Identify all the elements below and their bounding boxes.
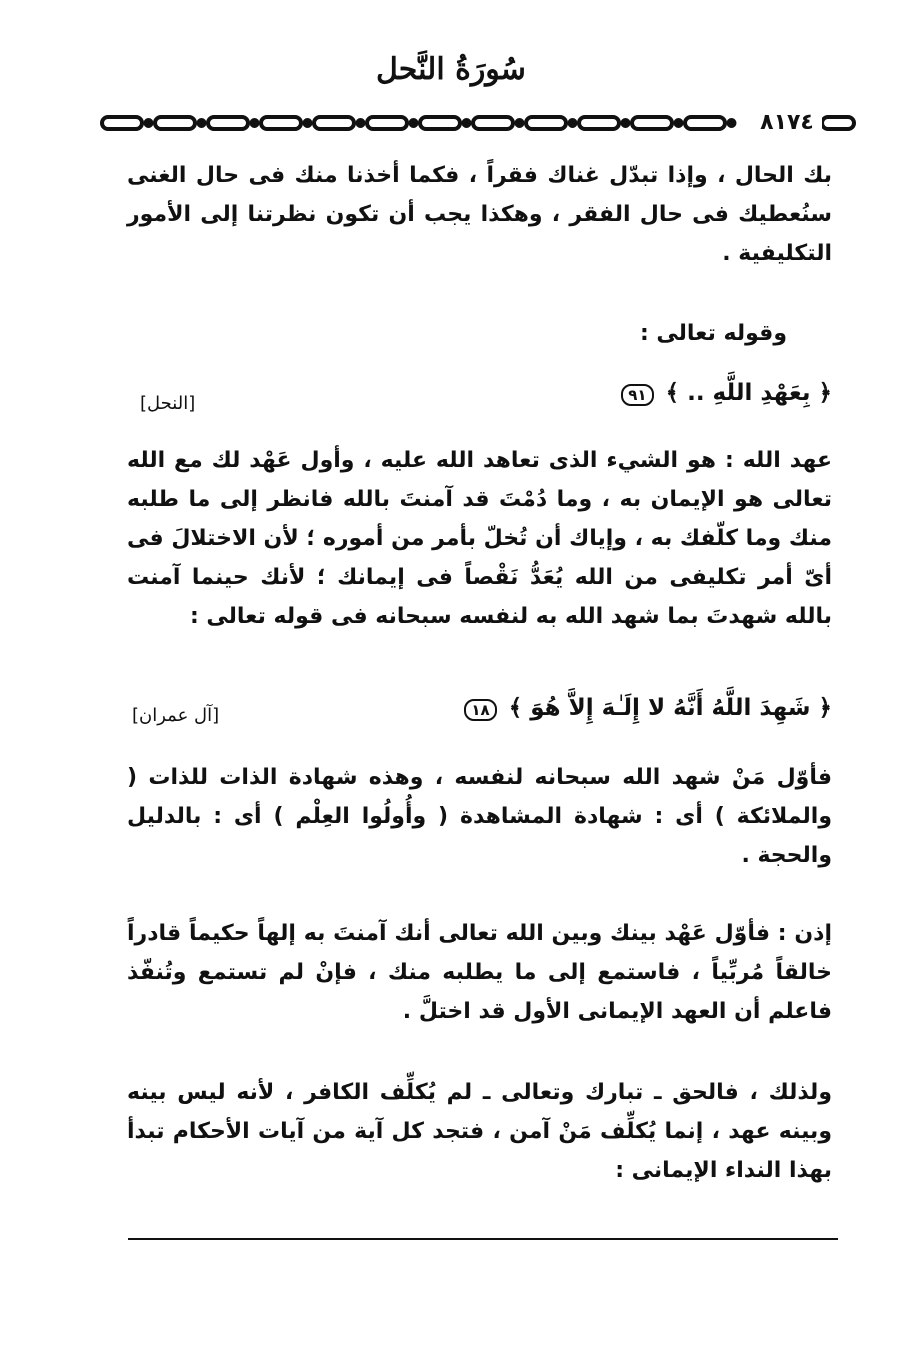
paragraph-4: إذن : فأوّل عَهْد بينك وبين الله تعالى أنك آمنتَ به إلهاً حكيماً قادراً خالقاً مُربِّياً ، فاستمع إلى ما يطلبه منك ، فإنْ لم تستمع وتُنفّذ فاعلم أن العهد الإيمانى الأول قد اختلَّ . [127, 921, 832, 1024]
ornament-link [685, 117, 725, 129]
ornament-dot [146, 120, 152, 126]
ornament-link [420, 117, 460, 129]
ornament-dot [199, 120, 205, 126]
ornament-link [579, 117, 619, 129]
ayah-2 [460, 695, 832, 721]
ornament-link [473, 117, 513, 129]
ornament-link [526, 117, 566, 129]
paragraph-intro: وقوله تعالى : [639, 321, 787, 346]
ornament-link [155, 117, 195, 129]
paragraph-2: عهد الله : هو الشيء الذى تعاهد الله عليه ، وأول عَهْد لك مع الله تعالى هو الإيمان به ، وما دُمْتَ قد آمنتَ بالله فانظر إلى ما طلبه منك وما كلّفك به ، وإياك أن تُخلّ بأمر من أموره ؛ لأن الاختلالَ فى أىّ أمر تكليفى من الله يُعَدُّ نَقْصاً فى إيمانك ؛ لأنك حينما آمنت بالله شهدتَ بما شهد الله به لنفسه سبحانه فى قوله تعالى : [127, 448, 832, 629]
bottom-rule [128, 1238, 838, 1240]
ayah-1-source: [النحل] [140, 393, 196, 414]
paragraph-1: بك الحال ، وإذا تبدّل غناك فقراً ، فكما أخذنا منك فى حال الغنى سنُعطيك فى حال الفقر ، وهكذا يجب أن تكون نظرتنا إلى الأمور التكليفية . [127, 163, 832, 266]
ornament-link [632, 117, 672, 129]
sura-title: سُورَةُ النَّحل [376, 52, 526, 87]
ornament-link [822, 117, 854, 129]
ornament-dot [729, 120, 735, 126]
ayah-1-number: ٩١ [621, 384, 653, 406]
ornament-dot [570, 120, 576, 126]
ornament-dot [358, 120, 364, 126]
header-ornament-border [100, 108, 857, 138]
ornament-dot [305, 120, 311, 126]
ornament-link [102, 117, 142, 129]
paragraph-5: ولذلك ، فالحق ـ تبارك وتعالى ـ لم يُكلِّف الكافر ، لأنه ليس بينه وبينه عهد ، إنما يُكلِّف مَنْ آمن ، فتجد كل آية من آيات الأحكام تبدأ بهذا النداء الإيمانى : [127, 1080, 832, 1183]
ornament-link [208, 117, 248, 129]
ornament-link [314, 117, 354, 129]
ornament-dot [623, 120, 629, 126]
ornament-dot [252, 120, 258, 126]
ornament-dot [517, 120, 523, 126]
ayah-2-text: ﴿ شَهِدَ اللَّهُ أَنَّهُ لا إِلَـٰهَ إِلاَّ هُوَ ﴾ [508, 695, 832, 721]
ornament-dot [676, 120, 682, 126]
ornament-link [261, 117, 301, 129]
paragraph-3: فأوّل مَنْ شهد الله سبحانه لنفسه ، وهذه شهادة الذات للذات ( والملائكة ) أى : شهادة المشاهدة ( وأُولُوا العِلْم ) أى : بالدليل والحجة . [127, 765, 832, 868]
ayah-1 [617, 380, 832, 406]
ornament-dot [411, 120, 417, 126]
page-number: ٨١٧٤ [752, 109, 822, 137]
ayah-2-source: [آل عمران] [132, 705, 220, 726]
ornament-dot [464, 120, 470, 126]
ayah-2-number: ١٨ [464, 699, 496, 721]
ayah-1-text: ﴿ بِعَهْدِ اللَّهِ .. ﴾ [665, 380, 832, 406]
ornament-link [367, 117, 407, 129]
